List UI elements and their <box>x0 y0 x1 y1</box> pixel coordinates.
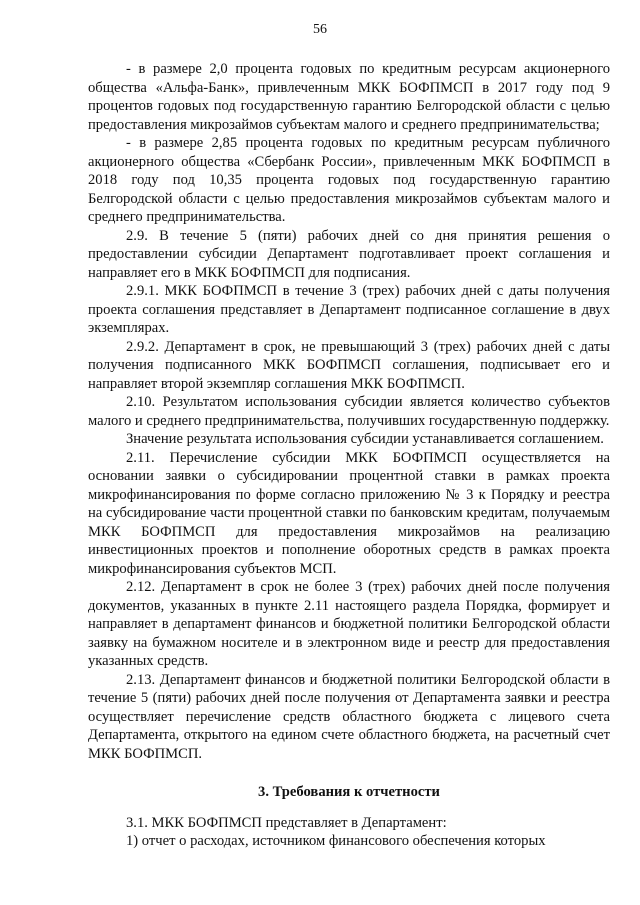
paragraph-2-12: 2.12. Департамент в срок не более 3 (трех) рабочих дней после получения документов, указанных в пункте 2.11 настоящего раздела Порядка, формирует и направляет в департамент финансов и бюджетной политики Белгородской области заявку на бумажном носителе и в электронном виде и реестр для предоставления указанных средств. <box>88 579 610 669</box>
paragraph-2-11: 2.11. Перечисление субсидии МКК БОФПМСП осуществляется на основании заявки о субсидировании процентной ставки в рамках проекта микрофинансирования по форме согласно приложению № 3 к Порядку и реестра на субсидирование части процентной ставки по банковским кредитам, получаемым МКК БОФПМСП для предоставления микрозаймов на реализацию инвестиционных проектов и пополнение оборотных средств в рамках проекта микрофинансирования субъектов МСП. <box>88 449 610 577</box>
paragraph-2-9-1: 2.9.1. МКК БОФПМСП в течение 3 (трех) рабочих дней с даты получения проекта соглашения представляет в Департамент подписанное соглашение в двух экземплярах. <box>88 283 610 336</box>
paragraph-3-1-item-1: 1) отчет о расходах, источником финансового обеспечения которых <box>126 833 546 849</box>
paragraph-result-value: Значение результата использования субсидии устанавливается соглашением. <box>126 431 604 447</box>
paragraph-2-9-2: 2.9.2. Департамент в срок, не превышающий 3 (трех) рабочих дней с даты получения подписанного МКК БОФПМСП соглашения, подписывает его и направляет второй экземпляр соглашения МКК БОФПМСП. <box>88 338 610 392</box>
paragraph-2-10: 2.10. Результатом использования субсидии является количество субъектов малого и среднего предпринимательства, получивших государственную поддержку. <box>88 394 610 429</box>
paragraph-3-1: 3.1. МКК БОФПМСП представляет в Департамент: <box>126 814 447 831</box>
paragraph-2-9: 2.9. В течение 5 (пяти) рабочих дней со дня принятия решения о предоставлении субсидии Департамент подготавливает проект соглашения и направляет его в МКК БОФПМСП для подписания. <box>88 227 610 281</box>
section-heading: 3. Требования к отчетности <box>258 784 440 800</box>
paragraph-2-13: 2.13. Департамент финансов и бюджетной политики Белгородской области в течение 5 (пяти) рабочих дней после получения от Департамента заявки и реестра осуществляет перечисление средств областного бюджета с лицевого счета Департамента, открытого на едином счете областного бюджета, на расчетный счет МКК БОФПМСП. <box>88 671 610 762</box>
page-number: 56 <box>313 22 327 37</box>
paragraph-alfa-bank-rate: - в размере 2,0 процента годовых по кредитным ресурсам акционерного общества «Альфа-Банк», привлеченным МКК БОФПМСП в 2017 году под 9 процентов годовых под государственную гарантию Белгородской области с целью предоставления микрозаймов субъектам малого и среднего предпринимательства; <box>88 61 610 133</box>
paragraph-sberbank-rate: - в размере 2,85 процента годовых по кредитным ресурсам публичного акционерного общества «Сбербанк России», привлеченным МКК БОФПМСП в 2018 году под 10,35 процента годовых под государственную гарантию Белгородской области с целью предоставления микрозаймов субъектам малого и среднего предпринимательства. <box>88 135 610 225</box>
document-body <box>88 60 610 851</box>
